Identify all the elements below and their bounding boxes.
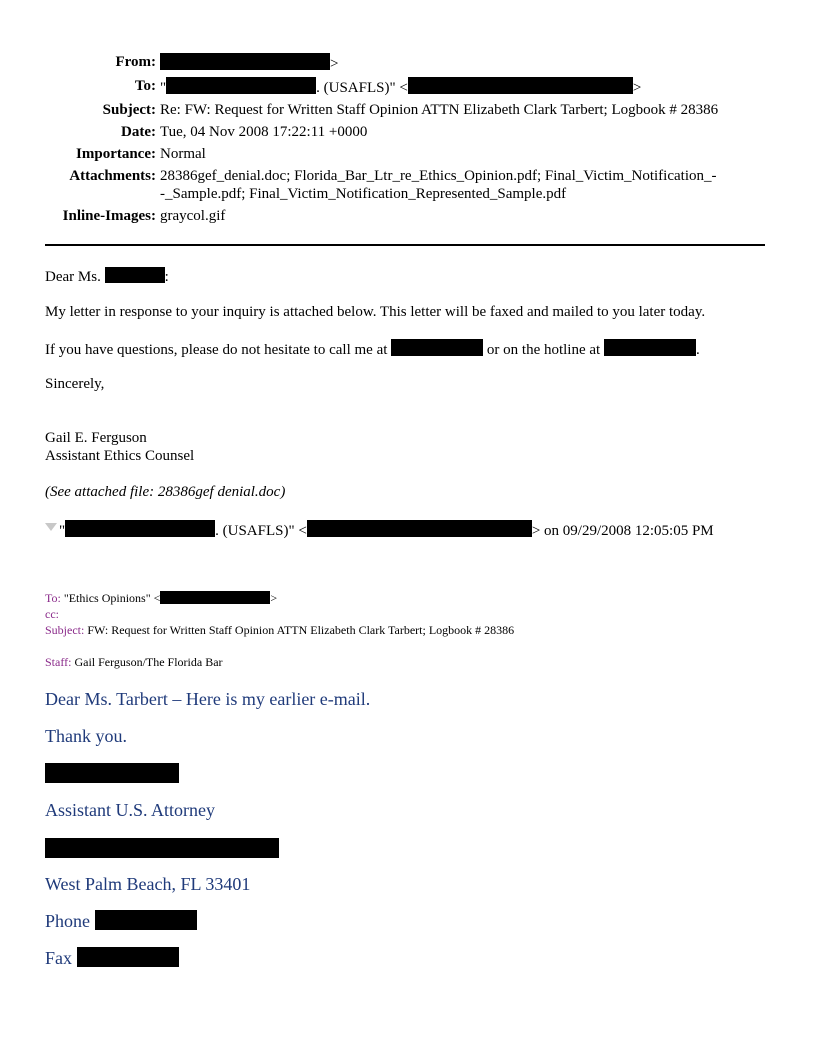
original-staff-row — [45, 655, 223, 670]
attached-file-note[interactable]: (See attached file: 28386gef denial.doc) — [45, 484, 286, 500]
importance-value: Normal — [160, 146, 206, 162]
greeting-suffix: : — [164, 269, 169, 285]
original-fax-line — [45, 947, 179, 969]
original-staff-label: Staff: — [45, 655, 72, 669]
paragraph-letter-attached: My letter in response to your inquiry is attached below. This letter will be faxed and mailed to you later today. — [45, 304, 706, 320]
subject-label: Subject: — [102, 102, 156, 118]
redaction-block — [105, 267, 165, 283]
header-subject-row — [0, 101, 816, 119]
header-importance-row — [0, 145, 816, 163]
original-to-suffix: > — [270, 591, 278, 605]
header-divider — [45, 244, 765, 246]
redaction-block — [45, 763, 179, 786]
email-header — [0, 53, 816, 229]
to-label: To: — [134, 78, 156, 94]
sender-date: > on 09/29/2008 12:05:05 PM — [531, 523, 714, 539]
from-value — [160, 53, 760, 73]
redaction-block — [45, 838, 279, 861]
from-label: From: — [115, 54, 156, 70]
to-prefix: " — [160, 80, 167, 96]
greeting — [45, 267, 169, 286]
phone-label: Phone — [45, 911, 90, 931]
redaction-block — [307, 520, 532, 537]
redaction-block — [45, 763, 179, 783]
original-message-header — [45, 520, 714, 541]
subject-value: Re: FW: Request for Written Staff Opinion ATTN Elizabeth Clark Tarbert; Logbook # 28386 — [160, 102, 719, 118]
original-to-label: To: — [45, 591, 61, 605]
header-from-row — [0, 53, 816, 73]
original-body-line: Dear Ms. Tarbert – Here is my earlier e-mail. — [45, 689, 371, 709]
original-subject-row — [45, 623, 514, 638]
original-body-line: Assistant U.S. Attorney — [45, 800, 216, 820]
header-inline-images-row — [0, 207, 816, 225]
original-to-value: "Ethics Opinions" < — [63, 591, 161, 605]
redaction-block — [408, 77, 633, 94]
original-cc-label: cc: — [45, 607, 59, 621]
redaction-block — [45, 838, 279, 858]
inline-images-label: Inline-Images: — [62, 208, 156, 224]
redaction-block — [391, 339, 483, 356]
redaction-block — [160, 591, 270, 604]
expand-triangle-icon[interactable] — [45, 523, 57, 531]
importance-label: Importance: — [76, 146, 156, 162]
redaction-block — [160, 53, 330, 70]
contact-text: . — [695, 342, 700, 358]
redaction-block — [77, 947, 179, 967]
header-to-row — [0, 77, 816, 97]
signature-name: Gail E. Ferguson — [45, 430, 147, 446]
header-date-row — [0, 123, 816, 141]
original-cc-row — [45, 607, 59, 622]
greeting-prefix: Dear Ms. — [45, 269, 101, 285]
to-suffix: > — [632, 80, 642, 96]
sender-quote: " — [59, 523, 66, 539]
sender-middle: . (USAFLS)" < — [215, 523, 307, 539]
attachment-list-line[interactable]: 28386gef_denial.doc; Florida_Bar_Ltr_re_Ethics_Opinion.pdf; Final_Victim_Notification_- — [160, 168, 717, 184]
original-phone-line — [45, 910, 197, 932]
date-value: Tue, 04 Nov 2008 17:22:11 +0000 — [160, 124, 368, 140]
date-label: Date: — [121, 124, 156, 140]
closing: Sincerely, — [45, 376, 105, 392]
original-subject-label: Subject: — [45, 623, 85, 637]
contact-text: If you have questions, please do not hesitate to call me at — [45, 342, 388, 358]
original-subject-value: FW: Request for Written Staff Opinion ATTN Elizabeth Clark Tarbert; Logbook # 28386 — [87, 623, 515, 637]
attachments-value — [160, 167, 760, 203]
attachments-label: Attachments: — [69, 168, 156, 184]
inline-images-value[interactable]: graycol.gif — [160, 208, 226, 224]
from-suffix: > — [330, 56, 339, 72]
contact-text: or on the hotline at — [486, 342, 601, 358]
redaction-block — [604, 339, 696, 356]
attachment-list-line[interactable]: -_Sample.pdf; Final_Victim_Notification_Represented_Sample.pdf — [160, 186, 567, 202]
redaction-block — [65, 520, 215, 537]
original-body-line: Thank you. — [45, 726, 127, 746]
redaction-block — [166, 77, 316, 94]
header-attachments-row — [0, 167, 816, 203]
redaction-block — [95, 910, 197, 930]
original-body-line: West Palm Beach, FL 33401 — [45, 874, 251, 894]
to-value — [160, 77, 760, 97]
original-to-row — [45, 591, 277, 606]
paragraph-contact — [45, 339, 700, 359]
fax-label: Fax — [45, 948, 72, 968]
signature-title: Assistant Ethics Counsel — [45, 448, 195, 464]
original-staff-value: Gail Ferguson/The Florida Bar — [74, 655, 223, 669]
to-middle: . (USAFLS)" < — [316, 80, 408, 96]
